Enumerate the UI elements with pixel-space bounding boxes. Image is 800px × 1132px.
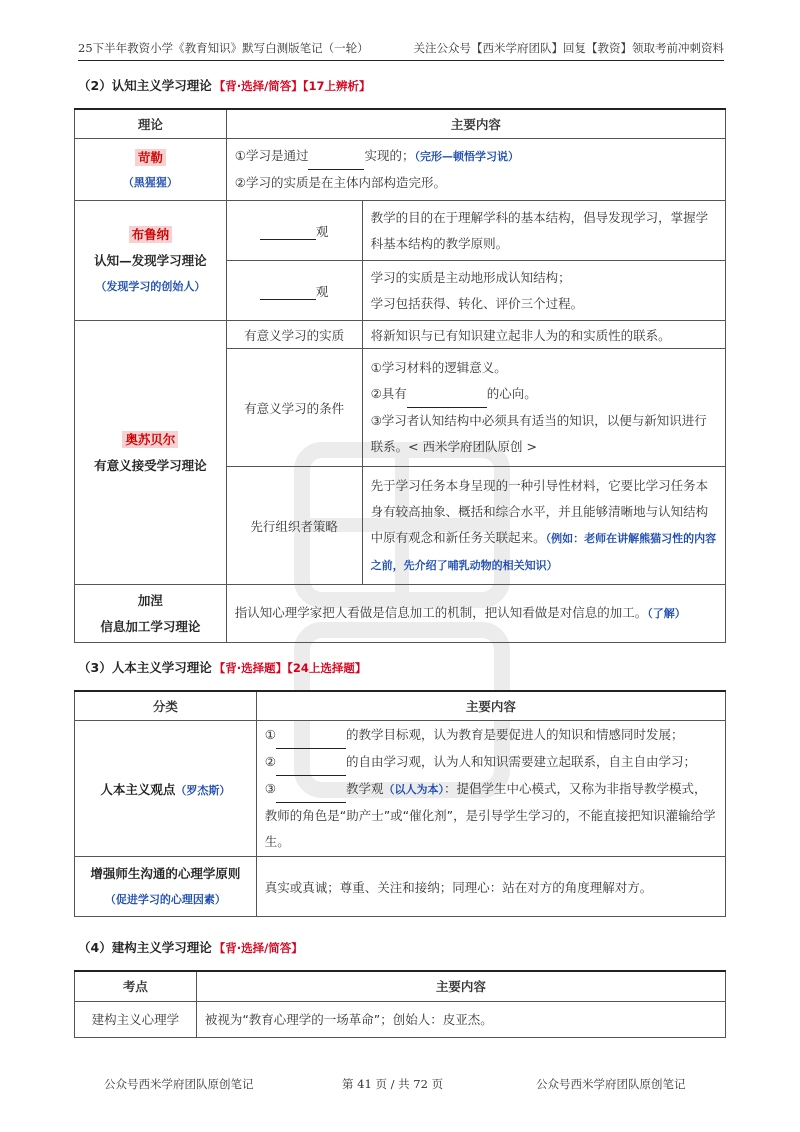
bruner-content-1: 教学的目的在于理解学科的基本结构，倡导发现学习，掌握学科基本结构的教学原则。 bbox=[362, 201, 725, 261]
section-4-tags: 【背·选择/简答】 bbox=[213, 941, 303, 955]
table-header-row bbox=[75, 109, 726, 139]
gagne-content: 指认知心理学家把人看做是信息加工的机制，把认知看做是对信息的加工。（了解） bbox=[226, 585, 725, 643]
blank-ausubel bbox=[407, 381, 487, 408]
col-content-header: 主要内容 bbox=[256, 691, 725, 721]
bruner-content-2: 学习的实质是主动地形成认知结构； 学习包括获得、转化、评价三个过程。 bbox=[362, 261, 725, 321]
ausubel-name: 奥苏贝尔 bbox=[122, 431, 178, 448]
footer-left: 公众号西米学府团队原创笔记 bbox=[104, 1077, 254, 1091]
blank-rogers-3 bbox=[276, 776, 346, 803]
col-point-header: 考点 bbox=[75, 971, 197, 1001]
blank-bruner-1 bbox=[260, 224, 316, 240]
footer-right: 公众号西米学府团队原创笔记 bbox=[536, 1077, 686, 1091]
ausubel-cond-label: 有意义学习的条件 bbox=[226, 349, 362, 467]
ausubel-essence-label: 有意义学习的实质 bbox=[226, 321, 362, 349]
section-3-title: （3）人本主义学习理论 【背·选择题】【24上选择题】 bbox=[78, 660, 367, 675]
col-theory-header: 理论 bbox=[75, 109, 227, 139]
section-2-title: （2）认知主义学习理论 【背·选择/简答】【17上辨析】 bbox=[78, 78, 371, 93]
comm-content: 真实或真诚；尊重、关注和接纳；同理心：站在对方的角度理解对方。 bbox=[256, 857, 725, 917]
bruner-name: 布鲁纳 bbox=[129, 226, 173, 243]
rogers-row bbox=[75, 721, 726, 857]
bruner-cell bbox=[75, 201, 227, 321]
bruner-label-1: 观 bbox=[226, 201, 362, 261]
page-number: 第 41 页 / 共 72 页 bbox=[342, 1077, 444, 1091]
constructivist-content: 被视为“教育心理学的一场革命”；创始人：皮亚杰。 bbox=[196, 1001, 725, 1037]
col-content-header: 主要内容 bbox=[196, 971, 725, 1001]
bruner-label-2: 观 bbox=[226, 261, 362, 321]
page-header bbox=[78, 38, 724, 61]
rogers-note: （罗杰斯） bbox=[175, 783, 231, 797]
rogers-content: ① 的教学目标观，认为教育是要促进人的知识和情感同时发展； ② 的自由学习观，认为人和知识需要建立起联系，自主自由学习； ③ 教学观（以人为本）：提倡学生中心模式，又称为非指导教学模式，教师的角色是“助产士”或“催化剂”，是引导学生学习的，不能直接把知识灌输给学生。 bbox=[256, 721, 725, 857]
source-mark: < 西米学府团队原创 > bbox=[408, 439, 537, 454]
bruner-note: （发现学习的创始人） bbox=[95, 279, 206, 293]
kohler-sub: （黑猩猩） bbox=[122, 175, 178, 189]
kohler-content: ①学习是通过 实现的；（完形—顿悟学习说） ②学习的实质是在主体内部构造完形。 bbox=[226, 139, 725, 201]
ausubel-cond-content: ①学习材料的逻辑意义。 ②具有 的心向。 ③学习者认知结构中必须具有适当的知识，以便与新知识进行联系。< 西米学府团队原创 > bbox=[362, 349, 725, 467]
bruner-row-1 bbox=[75, 201, 726, 261]
kohler-name: 苛勒 bbox=[135, 149, 166, 166]
table-header-row bbox=[75, 691, 726, 721]
comm-cell bbox=[75, 857, 257, 917]
ausubel-org-label: 先行组织者策略 bbox=[226, 467, 362, 585]
constructivist-label: 建构主义心理学 bbox=[75, 1001, 197, 1037]
header-right: 关注公众号【西米学府团队】回复【教资】领取考前冲刺资料 bbox=[413, 41, 724, 55]
constructivist-table bbox=[74, 970, 726, 1038]
comm-note: （促进学习的心理因素） bbox=[104, 892, 226, 906]
kohler-row bbox=[75, 139, 726, 201]
blank-bruner-2 bbox=[260, 284, 316, 300]
ausubel-cell bbox=[75, 321, 227, 585]
ausubel-org-content: 先于学习任务本身呈现的一种引导性材料，它要比学习任务本身有较高抽象、概括和综合水平，并且能够清晰地与认知结构中原有观念和新任务关联起来。（例如：老师在讲解熊猫习性的内容之前，先介绍了哺乳动物的相关知识） bbox=[362, 467, 725, 585]
ausubel-row-1 bbox=[75, 321, 726, 349]
cognitive-theory-table bbox=[74, 108, 726, 643]
blank-rogers-2 bbox=[276, 749, 346, 776]
gagne-theory: 信息加工学习理论 bbox=[100, 618, 201, 634]
humanistic-theory-table bbox=[74, 690, 726, 917]
blank-rogers-1 bbox=[276, 722, 346, 749]
rogers-name: 人本主义观点 bbox=[100, 781, 176, 797]
header-left: 25下半年教资小学《教育知识》默写白测版笔记（一轮） bbox=[78, 41, 369, 55]
bruner-theory: 认知—发现学习理论 bbox=[94, 252, 207, 268]
blank-kohler bbox=[308, 143, 364, 170]
section-2-tags: 【背·选择/简答】【17上辨析】 bbox=[213, 79, 371, 93]
ausubel-essence: 将新知识与已有知识建立起非人为的和实质性的联系。 bbox=[362, 321, 725, 349]
rogers-cell bbox=[75, 721, 257, 857]
section-4-title: （4）建构主义学习理论 【背·选择/简答】 bbox=[78, 940, 303, 955]
comm-name: 增强师生沟通的心理学原则 bbox=[90, 865, 241, 881]
comm-row bbox=[75, 857, 726, 917]
col-category-header: 分类 bbox=[75, 691, 257, 721]
section-3-tags: 【背·选择题】【24上选择题】 bbox=[213, 661, 367, 675]
col-content-header: 主要内容 bbox=[226, 109, 725, 139]
gagne-name: 加涅 bbox=[137, 592, 163, 608]
ausubel-theory: 有意义接受学习理论 bbox=[94, 457, 207, 473]
constructivist-row bbox=[75, 1001, 726, 1037]
table-header-row bbox=[75, 971, 726, 1001]
gagne-cell bbox=[75, 585, 227, 643]
gagne-row bbox=[75, 585, 726, 643]
kohler-cell bbox=[75, 139, 227, 201]
